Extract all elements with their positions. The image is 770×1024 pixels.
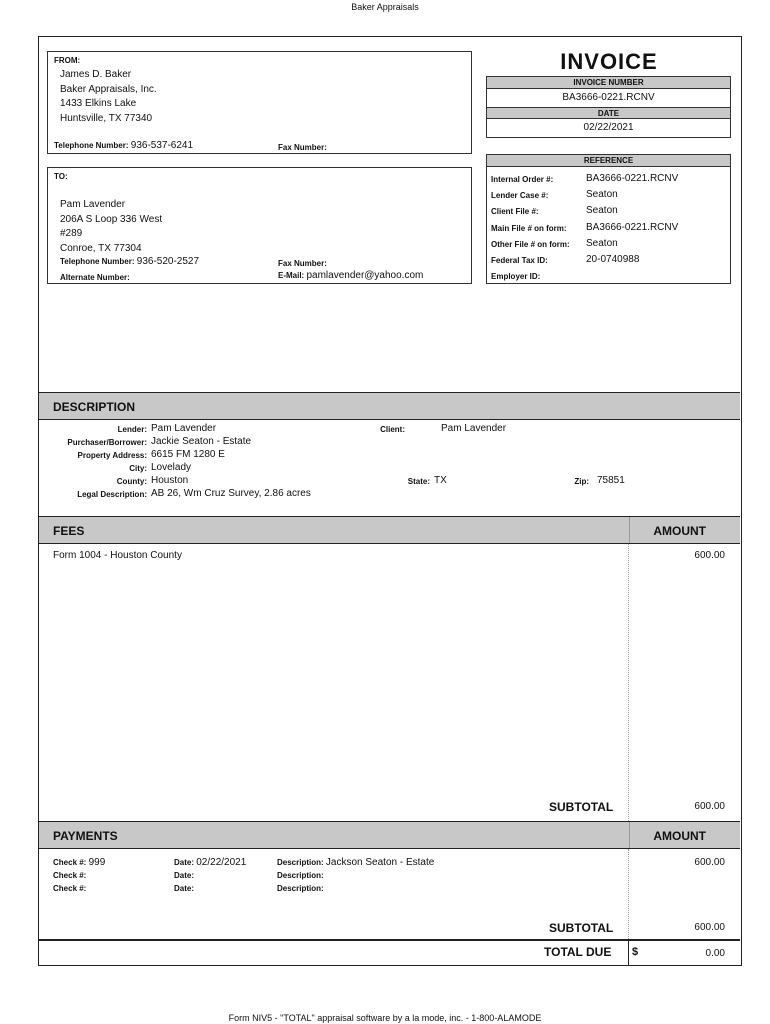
fees-title: FEES bbox=[53, 524, 85, 538]
to-line: Conroe, TX 77304 bbox=[60, 242, 142, 254]
date-label: Date: bbox=[174, 871, 195, 880]
check-label: Check #: bbox=[53, 884, 87, 893]
fees-divider bbox=[628, 544, 629, 821]
invoice-date-value: 02/22/2021 bbox=[583, 122, 634, 133]
description-label: Description: bbox=[277, 871, 324, 880]
reference-label: Internal Order #: bbox=[491, 175, 554, 184]
from-fax-label: Fax Number: bbox=[278, 143, 327, 152]
fees-subtotal-value: 600.00 bbox=[694, 801, 725, 812]
to-telephone-value: 936-520-2527 bbox=[136, 256, 200, 267]
borrower-label: Purchaser/Borrower: bbox=[67, 438, 147, 447]
payment-check bbox=[53, 857, 105, 868]
to-box bbox=[47, 167, 472, 284]
invoice-number-label: INVOICE NUMBER bbox=[487, 77, 730, 89]
reference-value: Seaton bbox=[586, 189, 618, 200]
client-label: Client: bbox=[380, 425, 405, 434]
fees-amount-header bbox=[629, 517, 740, 543]
description-value: Jackson Seaton - Estate bbox=[325, 857, 435, 868]
from-label: FROM: bbox=[54, 56, 81, 65]
total-due-value: 0.00 bbox=[705, 948, 725, 959]
description-title: DESCRIPTION bbox=[53, 400, 136, 414]
payment-date bbox=[174, 883, 194, 894]
fees-amount-label: AMOUNT bbox=[653, 524, 706, 538]
county-label: County: bbox=[116, 477, 147, 486]
total-vline bbox=[628, 940, 629, 965]
invoice-number-value: BA3666-0221.RCNV bbox=[562, 92, 655, 103]
reference-row bbox=[491, 172, 728, 188]
check-value: 999 bbox=[88, 857, 106, 868]
address-value: 6615 FM 1280 E bbox=[151, 449, 225, 460]
date-label: Date: bbox=[174, 858, 195, 867]
payments-title: PAYMENTS bbox=[53, 829, 118, 843]
payments-divider bbox=[628, 849, 629, 941]
description-label: Description: bbox=[277, 858, 324, 867]
to-fax-label: Fax Number: bbox=[278, 259, 327, 268]
to-label: TO: bbox=[54, 172, 68, 181]
reference-label: Other File # on form: bbox=[491, 240, 570, 249]
legal-value: AB 26, Wm Cruz Survey, 2.86 acres bbox=[151, 488, 311, 499]
client-value: Pam Lavender bbox=[441, 423, 507, 434]
fees-subtotal-label: SUBTOTAL bbox=[549, 800, 614, 814]
to-line: 206A S Loop 336 West bbox=[60, 213, 163, 225]
description-label: Description: bbox=[277, 884, 324, 893]
reference-row bbox=[491, 269, 728, 285]
invoice-title: INVOICE bbox=[560, 49, 658, 74]
payment-description bbox=[277, 870, 324, 881]
to-email-label: E-Mail: bbox=[278, 271, 305, 280]
city-value: Lovelady bbox=[151, 462, 192, 473]
description-bar bbox=[39, 392, 740, 420]
check-label: Check #: bbox=[53, 871, 87, 880]
legal-label: Legal Description: bbox=[77, 490, 147, 499]
reference-row bbox=[491, 188, 728, 204]
reference-row bbox=[491, 204, 728, 220]
payment-date bbox=[174, 857, 246, 868]
zip-label: Zip: bbox=[574, 477, 589, 486]
from-fax bbox=[278, 142, 327, 153]
reference-row bbox=[491, 253, 728, 269]
lender-label: Lender: bbox=[117, 425, 147, 434]
from-line: James D. Baker bbox=[60, 69, 132, 80]
invoice-number-box bbox=[486, 76, 731, 138]
currency-symbol: $ bbox=[632, 946, 639, 958]
reference-value: BA3666-0221.RCNV bbox=[586, 173, 679, 184]
payment-description bbox=[277, 857, 434, 868]
to-line: Pam Lavender bbox=[60, 199, 126, 210]
lender-value: Pam Lavender bbox=[151, 423, 217, 434]
reference-label: Lender Case #: bbox=[491, 191, 549, 200]
total-due-label: TOTAL DUE bbox=[544, 945, 612, 959]
county-value: Houston bbox=[151, 475, 189, 486]
fee-item-amount: 600.00 bbox=[694, 550, 725, 561]
from-telephone-label: Telephone Number: bbox=[54, 141, 129, 150]
to-address bbox=[60, 198, 162, 256]
page-footer: Form NIV5 - "TOTAL" appraisal software by a la mode, inc. - 1-800-ALAMODE bbox=[228, 1013, 542, 1023]
total-divider bbox=[39, 939, 740, 941]
to-line: #289 bbox=[60, 228, 83, 239]
from-box bbox=[47, 51, 472, 154]
reference-row bbox=[491, 237, 728, 253]
to-telephone-label: Telephone Number: bbox=[60, 257, 135, 266]
reference-value: Seaton bbox=[586, 205, 618, 216]
reference-row bbox=[491, 221, 728, 237]
reference-header: REFERENCE bbox=[487, 155, 730, 167]
check-label: Check #: bbox=[53, 858, 87, 867]
from-telephone bbox=[54, 140, 193, 151]
from-address bbox=[60, 68, 157, 126]
page-header: Baker Appraisals bbox=[351, 2, 419, 12]
from-telephone-value: 936-537-6241 bbox=[130, 140, 194, 151]
invoice-date-label: DATE bbox=[487, 107, 730, 119]
payment-check bbox=[53, 870, 86, 881]
from-line: 1433 Elkins Lake bbox=[60, 98, 137, 109]
fee-item-desc: Form 1004 - Houston County bbox=[53, 550, 182, 561]
to-alternate bbox=[60, 272, 130, 283]
payments-bar bbox=[39, 821, 740, 849]
reference-label: Federal Tax ID: bbox=[491, 256, 548, 265]
to-telephone bbox=[60, 256, 199, 267]
reference-label: Employer ID: bbox=[491, 272, 541, 281]
to-fax bbox=[278, 258, 327, 269]
state-label: State: bbox=[407, 477, 430, 486]
to-email bbox=[278, 270, 423, 281]
from-line: Baker Appraisals, Inc. bbox=[60, 83, 157, 95]
reference-value: BA3666-0221.RCNV bbox=[586, 222, 679, 233]
reference-label: Main File # on form: bbox=[491, 224, 567, 233]
payment-description bbox=[277, 883, 324, 894]
payments-subtotal-value: 600.00 bbox=[694, 922, 725, 933]
reference-value: 20-0740988 bbox=[586, 254, 640, 265]
invoice-form bbox=[38, 36, 742, 966]
borrower-value: Jackie Seaton - Estate bbox=[151, 436, 252, 447]
payments-subtotal-label: SUBTOTAL bbox=[549, 921, 614, 935]
reference-label: Client File #: bbox=[491, 207, 539, 216]
to-alternate-label: Alternate Number: bbox=[60, 273, 130, 282]
state-value: TX bbox=[434, 475, 447, 486]
city-label: City: bbox=[129, 464, 147, 473]
payment-check bbox=[53, 883, 86, 894]
zip-value: 75851 bbox=[597, 475, 625, 486]
payments-amount-header bbox=[629, 822, 740, 848]
reference-value: Seaton bbox=[586, 238, 618, 249]
address-label: Property Address: bbox=[77, 451, 147, 460]
date-label: Date: bbox=[174, 884, 195, 893]
date-value: 02/22/2021 bbox=[196, 857, 247, 868]
reference-box bbox=[486, 154, 731, 284]
from-line: Huntsville, TX 77340 bbox=[60, 112, 153, 124]
payment-date bbox=[174, 870, 194, 881]
to-email-value: pamlavender@yahoo.com bbox=[306, 270, 424, 281]
payments-amount-label: AMOUNT bbox=[653, 829, 706, 843]
fees-bar bbox=[39, 516, 740, 544]
payment-amount: 600.00 bbox=[694, 857, 725, 868]
